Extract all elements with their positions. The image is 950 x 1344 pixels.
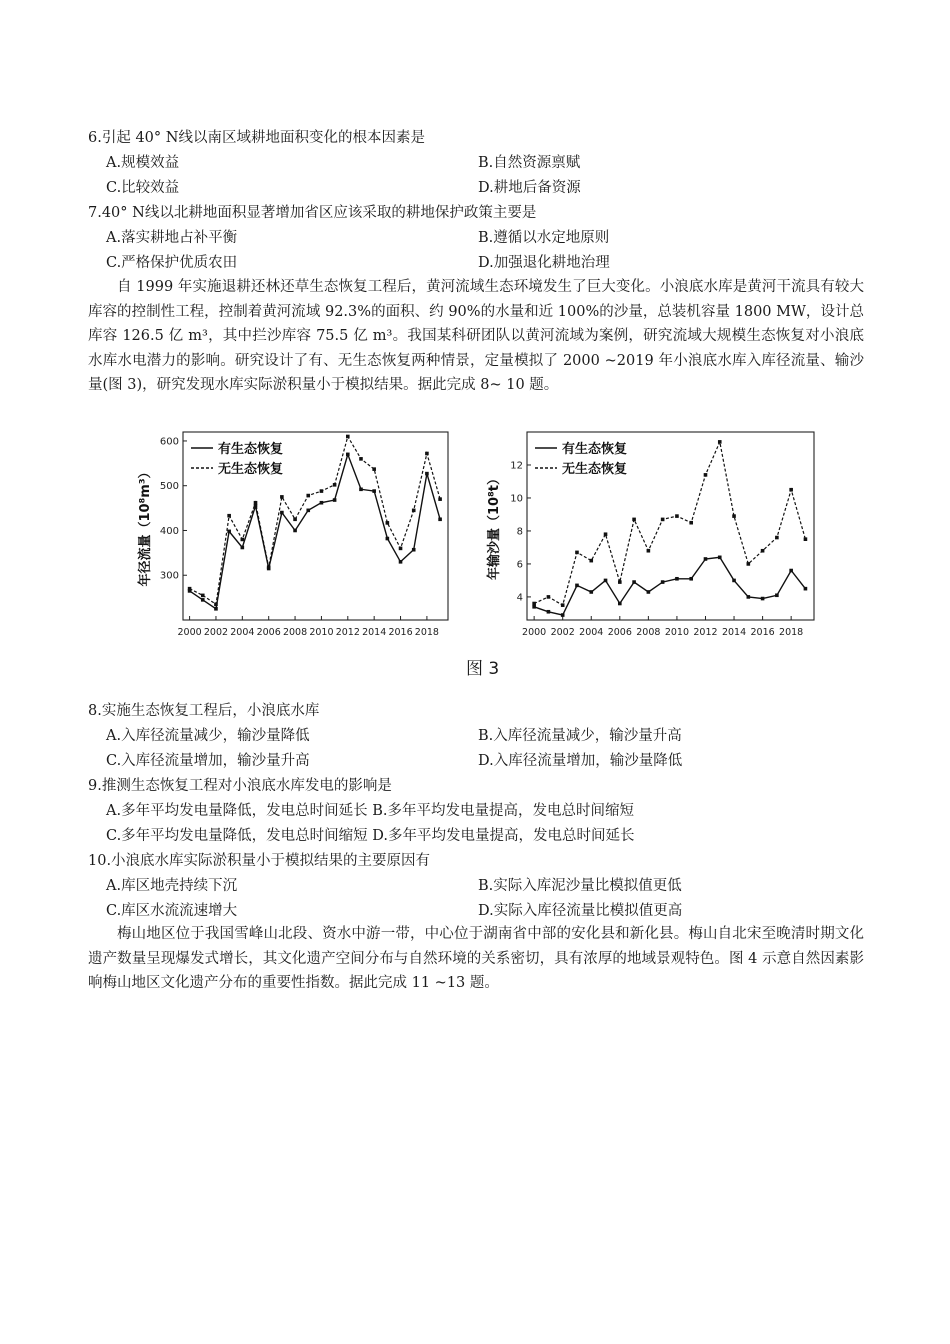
passage-meishan: 梅山地区位于我国雪峰山北段、资水中游一带，中心位于湖南省中部的安化县和新化县。梅山自北宋至晚清时期文化遗产数量呈现爆发式增长，其文化遗产空间分布与自然环境的关系密切，具有浓厚的地域景观特色。图 4 示意自然因素影响梅山地区文化遗产分布的重要性指数。据此完成 11 ~13 题。 [88,926,864,992]
data-point-without-restoration [747,562,751,566]
data-point-without-restoration [718,440,722,444]
x-tick-label: 2004 [579,627,604,638]
q7-stem: 7.40° N线以北耕地面积显著增加省区应该采取的耕地保护政策主要是 [88,205,537,221]
x-tick-label: 2006 [607,627,632,638]
data-point-with-restoration [306,509,310,513]
data-point-without-restoration [438,497,442,501]
data-point-without-restoration [761,549,765,553]
data-point-without-restoration [386,521,390,525]
q7-option-c: C.严格保护优质农田 [106,255,238,271]
sediment-chart [484,428,820,644]
x-tick-label: 2012 [693,627,718,638]
data-point-without-restoration [589,559,593,563]
data-point-without-restoration [359,457,363,461]
data-point-with-restoration [604,579,608,583]
data-point-with-restoration [761,597,765,601]
data-point-with-restoration [589,590,593,594]
x-tick-label: 2012 [335,627,360,638]
data-point-without-restoration [320,489,324,493]
x-tick-label: 2016 [388,627,413,638]
data-point-with-restoration [425,472,429,476]
figure-caption: 图 3 [466,659,500,679]
y-tick-label: 4 [516,592,523,604]
data-point-with-restoration [241,546,245,550]
data-point-without-restoration [647,549,651,553]
runoff-chart [135,428,455,644]
data-point-without-restoration [346,435,350,439]
data-point-with-restoration [227,530,231,534]
x-tick-label: 2010 [664,627,690,638]
x-tick-label: 2010 [309,627,334,638]
x-tick-label: 2008 [636,627,661,638]
x-tick-label: 2016 [750,627,775,638]
data-point-with-restoration [280,511,284,515]
data-point-with-restoration [647,590,651,594]
data-point-without-restoration [661,518,665,522]
q10-option-c: C.库区水流流速增大 [106,903,238,919]
data-point-without-restoration [293,517,297,521]
data-point-with-restoration [547,610,551,614]
x-tick-label: 2014 [721,627,747,638]
q6-stem: 6.引起 40° N线以南区域耕地面积变化的根本因素是 [88,130,425,146]
q9-options-cd: C.多年平均发电量降低，发电总时间缩短 D.多年平均发电量提高，发电总时间延长 [106,828,635,844]
data-point-with-restoration [201,598,205,602]
q10-option-d: D.实际入库径流量比模拟值更高 [478,903,683,919]
data-point-with-restoration [399,560,403,564]
x-tick-label: 2018 [779,627,804,638]
data-point-with-restoration [732,579,736,583]
x-tick-label: 2018 [414,627,439,638]
legend-label: 有生态恢复 [218,442,284,457]
data-point-with-restoration [346,453,350,457]
q8-option-d: D.入库径流量增加，输沙量降低 [478,753,683,769]
data-point-with-restoration [372,489,376,493]
q9-stem: 9.推测生态恢复工程对小浪底水库发电的影响是 [88,778,392,794]
data-point-with-restoration [618,602,622,606]
x-tick-label: 2000 [522,627,547,638]
q6-option-c: C.比较效益 [106,180,180,196]
x-tick-label: 2000 [177,627,202,638]
q10-option-a: A.库区地壳持续下沉 [106,878,238,894]
data-point-without-restoration [280,495,284,499]
legend-label: 无生态恢复 [218,462,284,477]
data-point-without-restoration [241,538,245,542]
legend-label: 无生态恢复 [562,462,628,477]
data-point-with-restoration [333,498,337,502]
y-tick-label: 300 [159,570,179,582]
data-point-without-restoration [547,595,551,599]
q8-option-b: B.入库径流量减少，输沙量升高 [478,728,682,744]
x-tick-label: 2004 [230,627,255,638]
q8-option-a: A.入库径流量减少，输沙量降低 [106,728,310,744]
data-point-with-restoration [789,569,793,573]
data-point-with-restoration [438,517,442,521]
data-point-with-restoration [718,556,722,560]
q8-stem: 8.实施生态恢复工程后，小浪底水库 [88,703,320,719]
data-point-without-restoration [604,532,608,536]
data-point-without-restoration [399,547,403,551]
data-point-without-restoration [804,537,808,541]
data-point-with-restoration [804,587,808,591]
data-point-without-restoration [333,483,337,487]
data-point-with-restoration [214,607,218,611]
data-point-without-restoration [632,518,636,522]
y-tick-label: 500 [159,481,179,493]
data-point-with-restoration [704,557,708,561]
series-line-with-restoration [534,557,805,615]
y-tick-label: 400 [159,525,179,537]
data-point-without-restoration [412,509,416,513]
data-point-without-restoration [675,514,679,518]
plot-frame [527,432,814,620]
data-point-with-restoration [293,529,297,533]
q6-option-a: A.规模效益 [106,155,180,171]
x-tick-label: 2006 [256,627,281,638]
q10-stem: 10.小浪底水库实际淤积量小于模拟结果的主要原因有 [88,853,431,869]
data-point-without-restoration [254,501,258,505]
series-line-with-restoration [190,454,441,608]
y-axis-label: 年径流量（10⁸m³） [138,465,153,587]
q7-option-a: A.落实耕地占补平衡 [106,230,238,246]
data-point-without-restoration [214,603,218,607]
y-tick-label: 12 [510,460,523,472]
data-point-with-restoration [561,613,565,617]
data-point-with-restoration [320,501,324,505]
data-point-without-restoration [618,580,622,584]
data-point-without-restoration [227,514,231,518]
x-tick-label: 2014 [362,627,387,638]
data-point-without-restoration [372,467,376,471]
data-point-without-restoration [689,521,693,525]
q7-option-b: B.遵循以水定地原则 [478,230,610,246]
x-tick-label: 2002 [203,627,229,638]
passage-yellow-river: 自 1999 年实施退耕还林还草生态恢复工程后，黄河流域生态环境发生了巨大变化。小浪底水库是黄河干流具有较大库容的控制性工程，控制着黄河流域 92.3%的面积、约 90%的水量和近 100%的沙量，总装机容量 1800 MW，设计总库容 126.5 亿 m³，其中拦沙库容 75.5 亿 m³。我国某科研团队以黄河流域为案例，研究流域大规模生态恢复对小浪底水库水电潜力的影响。研究设计了有、无生态恢复两种情景，定量模拟了 2000 ~2019 年小浪底水库入库径流量、输沙量(图 3)，研究发现水库实际淤积量小于模拟结果。据此完成 8~ 10 题。 [88,279,864,394]
q9-options-ab: A.多年平均发电量降低，发电总时间延长 B.多年平均发电量提高，发电总时间缩短 [106,803,634,819]
data-point-without-restoration [201,594,205,598]
y-axis-label: 年输沙量（10⁸t） [487,472,502,580]
data-point-without-restoration [532,602,536,606]
data-point-with-restoration [532,605,536,609]
data-point-without-restoration [188,587,192,591]
data-point-with-restoration [359,487,363,491]
data-point-with-restoration [661,580,665,584]
data-point-without-restoration [732,514,736,518]
data-point-with-restoration [775,593,779,597]
data-point-with-restoration [747,595,751,599]
q6-option-b: B.自然资源禀赋 [478,155,581,171]
q6-option-d: D.耕地后备资源 [478,180,581,196]
data-point-without-restoration [561,603,565,607]
y-tick-label: 8 [516,526,523,538]
y-tick-label: 6 [516,559,523,571]
data-point-with-restoration [386,537,390,541]
data-point-with-restoration [689,577,693,581]
data-point-with-restoration [632,580,636,584]
q8-option-c: C.入库径流量增加，输沙量升高 [106,753,310,769]
data-point-without-restoration [775,536,779,540]
legend-label: 有生态恢复 [562,442,628,457]
y-tick-label: 600 [159,436,179,448]
data-point-without-restoration [425,452,429,456]
data-point-with-restoration [675,577,679,581]
data-point-without-restoration [575,551,579,555]
data-point-with-restoration [575,584,579,588]
x-tick-label: 2008 [282,627,308,638]
data-point-with-restoration [412,548,416,552]
data-point-without-restoration [267,565,271,569]
data-point-without-restoration [306,494,310,498]
y-tick-label: 10 [510,493,523,505]
q7-option-d: D.加强退化耕地治理 [478,255,610,271]
data-point-without-restoration [704,473,708,477]
q10-option-b: B.实际入库泥沙量比模拟值更低 [478,878,682,894]
x-tick-label: 2002 [550,627,575,638]
data-point-without-restoration [789,488,793,492]
